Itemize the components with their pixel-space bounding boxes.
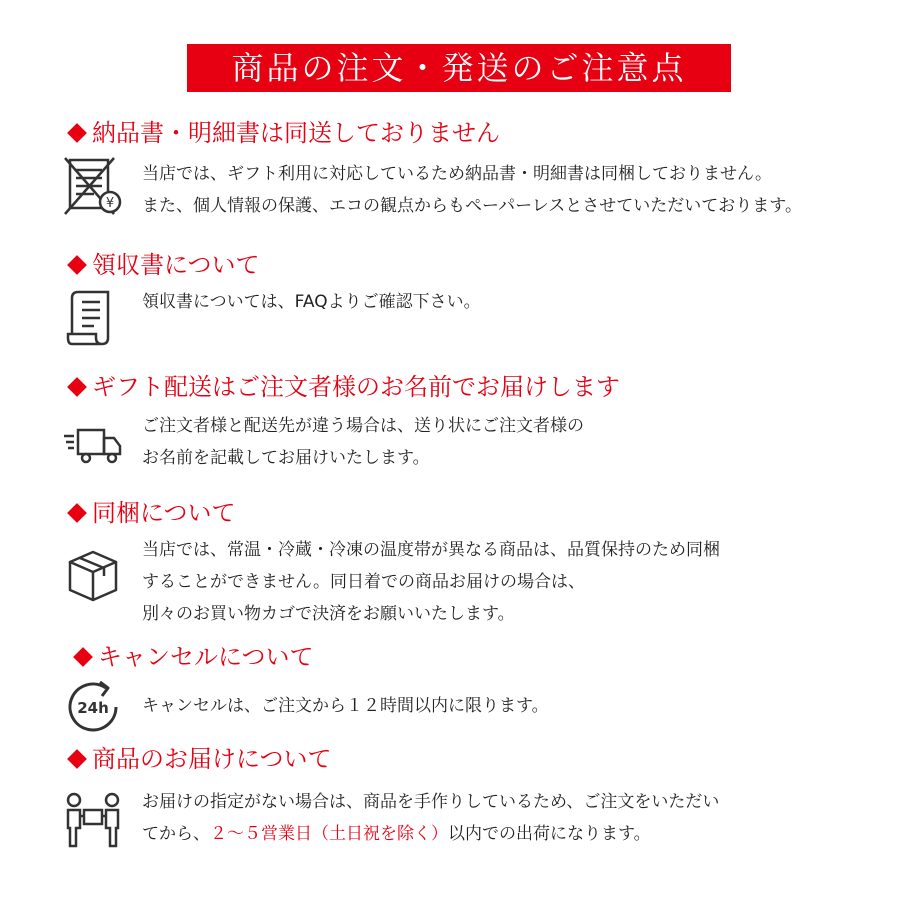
clock-label: 24h — [77, 699, 109, 717]
section-heading: キャンセルについて — [72, 640, 314, 674]
section-body — [142, 286, 481, 318]
page-title-banner — [187, 44, 731, 92]
diamond-bullet-icon — [73, 647, 93, 667]
24h-clock-icon — [62, 676, 124, 738]
body-line: 当店では、常温・冷蔵・冷凍の温度帯が異なる商品は、品質保持のため同梱 — [142, 540, 720, 560]
svg-text:¥: ¥ — [105, 196, 115, 211]
body-line: することができません。同日着での商品お届けの場合は、 — [142, 572, 586, 592]
section-body — [142, 158, 802, 222]
section-heading: ギフト配送はご注文者様のお名前でお届けします — [66, 370, 620, 404]
body-line: 領収書については、FAQよりご確認下さい。 — [142, 292, 481, 312]
section-body — [142, 690, 549, 722]
body-line: 当店では、ギフト利用に対応しているため納品書・明細書は同梱しておりません。 — [142, 164, 773, 184]
diamond-bullet-icon — [67, 749, 87, 769]
body-line: お名前を記載してお届けいたします。 — [142, 448, 430, 468]
section-body — [142, 410, 584, 474]
diamond-bullet-icon — [67, 503, 87, 523]
body-line: ご注文者様と配送先が違う場合は、送り状にご注文者様の — [142, 416, 584, 436]
diamond-bullet-icon — [67, 123, 87, 143]
section-heading: 商品のお届けについて — [66, 742, 332, 776]
shipping-days-highlight: ２～５営業日（土日祝を除く） — [210, 824, 448, 844]
diamond-bullet-icon — [67, 377, 87, 397]
box-icon — [62, 544, 124, 606]
delivery-truck-icon — [62, 414, 124, 476]
delivery-handover-icon — [62, 788, 124, 850]
section-heading: 納品書・明細書は同送しておりません — [66, 116, 500, 150]
body-line: また、個人情報の保護、エコの観点からもペーパーレスとさせていただいております。 — [142, 196, 802, 216]
section-body — [142, 534, 720, 630]
document-crossed-yen-icon — [62, 156, 124, 218]
section-heading: 領収書について — [66, 248, 260, 282]
page-title: 商品の注文・発送のご注意点 — [231, 49, 687, 87]
body-line: 別々のお買い物カゴで決済をお願いいたします。 — [142, 604, 515, 624]
body-line: キャンセルは、ご注文から１２時間以内に限ります。 — [142, 696, 549, 716]
body-line: お届けの指定がない場合は、商品を手作りしているため、ご注文をいただい — [142, 792, 720, 812]
body-line: てから、２～５営業日（土日祝を除く）以内での出荷になります。 — [142, 824, 651, 844]
receipt-icon — [62, 286, 124, 348]
section-heading: 同梱について — [66, 496, 236, 530]
diamond-bullet-icon — [67, 255, 87, 275]
section-body — [142, 786, 719, 850]
